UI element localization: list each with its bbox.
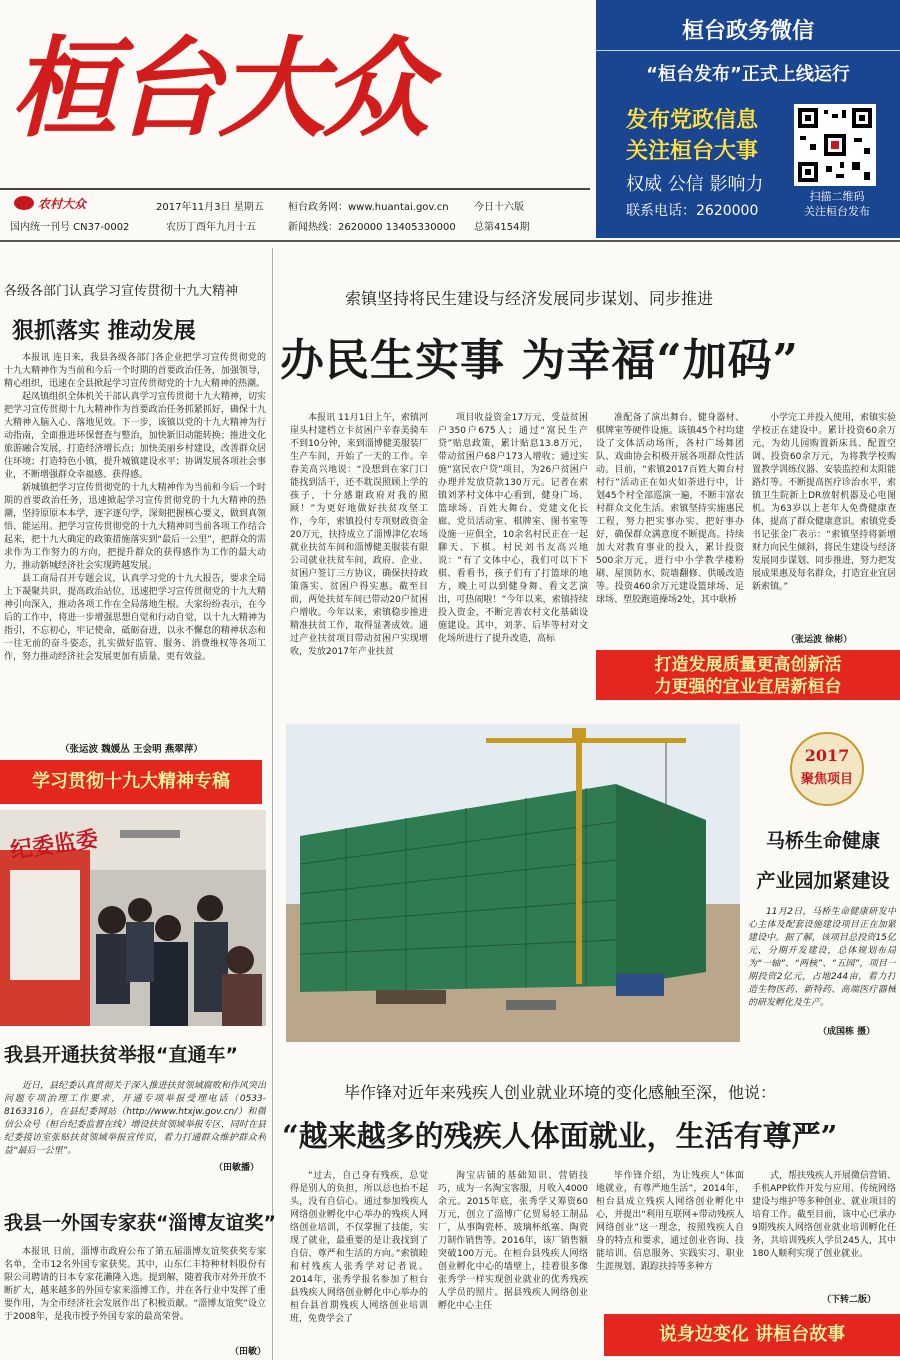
main-lead-byline: （张运波 徐彬） — [786, 635, 853, 645]
left-lead-kicker: 各级各部门认真学习宣传贯彻十九大精神 — [4, 284, 239, 299]
lunar-date: 农历丁酉年九月十五 — [166, 222, 256, 233]
main-lead-headline: 办民生实事 为幸福“加码” — [280, 335, 799, 386]
left-story3-body — [4, 1246, 266, 1354]
continued-note: （下转二版） — [822, 1295, 877, 1305]
feature-badge-year: 2017 — [804, 746, 850, 765]
bottom-lead-headline: “越来越多的残疾人体面就业，生活有尊严” — [282, 1119, 838, 1153]
feature-byline: （成国栋 摄） — [818, 1027, 876, 1037]
feature-badge-label: 聚焦项目 — [800, 772, 853, 787]
promo-line2: 关注桓台大事 — [626, 139, 759, 164]
paragraph: 式，帮扶残疾人开展微信营销、手机APP软件开发与应用、传统网络建设与维护等多种创业、就业项目的培育工作。截至目前，该中心已承办9期残疾人网络创业就业培训孵化任务，共培训残疾人学员245人，其中180人顺利实现了创业就业。 — [752, 1171, 896, 1259]
left-story2-headline: 我县开通扶贫举报“直通车” — [4, 1044, 238, 1066]
promo-title: 桓台政务微信 — [681, 19, 814, 44]
left-lead-headline: 狠抓落实 推动发展 — [12, 319, 196, 344]
promo-line1: 发布党政信息 — [626, 108, 759, 133]
promo-phone: 联系电话：2620000 — [626, 203, 759, 219]
qr-code-icon[interactable] — [794, 104, 876, 186]
right-slogan-line1: 打造发展质量更高创新活 — [654, 655, 842, 675]
paragraph: 项目收益资金17万元，受益贫困户350户675人；通过“富民生产贷”贴息政策，累计贴息13.8万元，带动贫困户68户173人增收；通过实施“富民农户贷”项目，为26户贫困户办理并发放贷款130万元。记者在索镇刘茅村文体中心看到，健身广场、篮球场、百姓大舞台、党建文化长廊、党员活动室、棋牌室、图书室等设施一应俱全，10余名村民正在一起聊天、下棋。村民刘书友高兴地说：“有了文体中心，我们可以下下棋、看看书，孩子们有了打篮球的地方，晚上可以到健身舞、看文艺演出，可热闹啦！”今年以来，索镇持续投入资金，不断完善农村文化基础设施建设。其中，刘茅、后毕等村对文化场所进行了提升改造，高标 — [438, 413, 588, 644]
paragraph: 起凤镇组织全体机关干部认真学习宣传贯彻十九大精神，切实把学习宣传贯彻十九大精神作为首要政治任务抓紧抓好，确保十九大精神入脑入心、落地见效。下一步，该镇以党的十九大精神为行动指南，全面推进环保督查与整治，加快新旧动能转换；推进文化旅游融合发展，打造经济增长点；加快美丽乡村建设，改善群众居住环境；打造特色小镇，提升城镇建设水平；协调发展各项社会事业，不断增强群众幸福感、获得感。 — [4, 392, 266, 480]
left-story2-byline: （田敏播） — [214, 1160, 259, 1173]
left-lead-byline: （张运波 魏媛丛 王会明 燕翠萍） — [60, 744, 203, 755]
main-lead-column-2 — [438, 412, 588, 698]
paragraph: 县工商局召开专题会议，认真学习党的十九大报告，要求全局上下凝聚共识，提高政治站位，迅速把学习宣传贯彻党的十九大精神引向深入，推动各项工作在全局落地生根。大家纷纷表示，在今后的工作中，将进一步增强思想自觉和行动自觉，以十九大精神为指引，不忘初心，牢记使命，砥砺奋进，以永不懈怠的精神状态和一往无前的奋斗姿态，扎实做好监管、服务、消费维权等各项工作，努力推动经济社会发展更加有质量、更有效益。 — [4, 574, 266, 662]
rural-logo-icon — [14, 196, 34, 210]
qr-caption-1: 扫描二维码 — [809, 190, 865, 203]
paragraph: 毕作锋介绍，为让残疾人“体面地就业，有尊严地生活”，2014年，桓台县成立残疾人网络创业孵化中心，并提出“利用互联网+带动残疾人网络创业”这一理念，按照残疾人自身的特点和要求，通过创业咨询、技能培训、信息服务、实践实习、职业生涯规划、跟踪扶持等多种方 — [596, 1171, 744, 1272]
photo-reporting-line — [0, 810, 266, 1026]
paragraph: 淘宝店铺的基础知识、营销技巧，成为一名淘宝客服，月收入4000余元。2015年底，张秀学又筹资60万元，创立了淄博广亿贸易轻工制品厂，从事陶瓷杯、玻璃杯纸塞、陶瓷刀制作销售等。2016年，该厂销售额突破100万元。在桓台县残疾人网络创业孵化中心的墙壁上，挂着很多像张秀学一样实现创业就业的优秀残疾人学员的照片。据县残疾人网络创业孵化中心主任 — [438, 1171, 588, 1311]
masthead-title: 桓台大众 — [10, 26, 427, 152]
bottom-lead-kicker: 毕作锋对近年来残疾人创业就业环境的变化感触至深，他说： — [344, 1083, 777, 1102]
feature-body — [748, 906, 896, 1024]
paragraph: 小学完工并投入使用，索镇实验学校正在建设中。累计投资60余万元，为幼儿园购置新床具、配置空调、投资60余万元，为将教学校购置教学训练仪器、安装监控和太阳能路灯等。不断提高医疗诊治水平，索镇卫生院新上DR放射机器及心电图机。为63岁以上老年人免费健康查体，提高了群众健康意识。索镇党委书记张金广表示：“索镇坚持将新增财力向民生倾斜，将民生建设与经济发展同步谋划、同步推进，努力把发展成果惠及每名群众，打造宜业宜居新索镇。” — [752, 413, 896, 592]
right-slogan-line2: 力更强的宜业宜居新桓台 — [654, 677, 842, 697]
main-lead-column-3 — [596, 412, 744, 644]
feature-title-line2: 产业园加紧建设 — [756, 870, 890, 892]
paragraph: 近日，县纪委认真贯彻关于深入推进扶贫领域腐败和作风突出问题专项治理工作要求，开通专项举报受理电话（0533-8163316），在县纪委网站（http://www.htxjw.gov.cn/）和微信公众号（桓台纪委监督在线）增设扶贫领域举报专区，同时在县纪委接访室张贴扶贫领域举报宣传页，着力打通群众维护群众利益“最后一公里”。 — [4, 1081, 266, 1156]
issue-number: 总第4154期 — [474, 222, 530, 233]
left-story3-byline: （田敏） — [230, 1344, 266, 1357]
left-story3-headline: 我县一外国专家获“淄博友谊奖” — [4, 1212, 276, 1234]
dateline — [0, 188, 590, 241]
paragraph: 11月2日，马桥生命健康研发中心主体及配套设施建设项目正在加紧建设中。据了解，该项目总投资15亿元，分期开发建设，总体规划布局为“一轴”、“两核”、“五园”，项目一期投资2亿元，占地244亩，着力打造生物医药、新特药、高端医疗器械的研发孵化及生产。 — [748, 907, 896, 1008]
hotline: 新闻热线：2620000 13405330000 — [288, 222, 456, 233]
bottom-lead-column-2 — [438, 1170, 588, 1356]
bottom-slogan-band: 说身边变化 讲桓台故事 — [604, 1314, 900, 1356]
main-lead-column-4 — [752, 412, 896, 632]
main-lead-kicker: 索镇坚持将民生建设与经济发展同步谋划、同步推进 — [345, 289, 714, 308]
right-slogan-band — [596, 650, 900, 700]
promo-subtitle: “桓台发布”正式上线运行 — [646, 64, 850, 85]
feature-title-line1: 马桥生命健康 — [765, 830, 880, 852]
promo-line3: 权威 公信 影响力 — [626, 174, 764, 195]
main-lead-column-1 — [290, 412, 428, 698]
qr-caption-2: 关注桓台发布 — [804, 205, 870, 218]
date: 2017年11月3日 星期五 — [156, 202, 264, 213]
left-feature-band: 学习贯彻十九大精神专稿 — [0, 760, 262, 804]
paragraph: 准配备了演出舞台、健身器材、棋牌室等硬件设施。该镇45个村均建设了文体活动场所，各村广场舞团队、戏曲协会积极开展各项群众性活动。目前，“索镇2017百姓大舞台村村行”活动正在如火如荼进行中，计划45个村全部巡演一遍，不断丰富农村群众文化生活。索镇坚持实施惠民工程，努力把实事办实、把好事办好，确保群众满意度不断提高。持续加大对教育事业的投入，累计投资500余万元，进行中小学教学楼粉刷、屋顶防水、院墙翻修、供暖改造等。投资460余万元建设篮球场、足球场、塑胶跑道操场2处，其中耿桥 — [596, 413, 744, 605]
photo-construction-site — [286, 724, 740, 1042]
rural-logo-text: 农村大众 — [38, 197, 87, 211]
page-count: 今日十六版 — [474, 202, 524, 213]
feature-badge — [790, 732, 864, 806]
bottom-lead-column-1 — [290, 1170, 428, 1356]
paragraph: “过去，自己身有残疾，总觉得是别人的负担，所以总也抬不起头，没有自信心。通过参加残疾人网络创业孵化中心举办的残疾人网络创业培训，不仅掌握了技能，实现了就业，最重要的是让我找到了自信、尊严和生活的方向。”索镇睦和村残疾人张秀学对记者说。2014年，张秀学报名参加了桓台县残疾人网络创业孵化中心举办的桓台县首期残疾人网络创业培训班，免费学会了 — [290, 1171, 428, 1324]
paragraph: 新城镇把学习宣传贯彻党的十九大精神作为当前和今后一个时期的首要政治任务，迅速掀起学习宣传贯彻党的十九大精神的热潮，坚持原原本本学，逐字逐句学，深刻把握核心要义，做到真领悟、能运用。把学习宣传贯彻党的十九大精神同当前各项工作结合起来，把十九大确定的政策措施落实到“最后一公里”，把群众的需求作为工作努力的方向，把提升群众的获得感作为工作的最大动力，推动新城经济社会实现跨越发展。 — [4, 483, 266, 571]
left-lead-body — [4, 352, 266, 740]
masthead-rule — [0, 240, 900, 242]
paragraph: 本报讯 连日来，我县各级各部门各企业把学习宣传贯彻党的十九大精神作为当前和今后一个时期的首要政治任务，加强领导，精心组织，迅速在全县掀起学习宣传贯彻党的十九大精神的热潮。 — [4, 353, 266, 389]
bottom-lead-column-3 — [596, 1170, 744, 1310]
paragraph: 本报讯 日前，淄博市政府公布了第五届淄博友谊奖获奖专家名单，全市12名外国专家获奖。其中，山东仁丰特种材料股份有限公司聘请的日本专家花濑隆入选。提到解，随着我市对外开放不断扩大，越来越多的外国专家来淄博工作，并在各行业中发挥了重要作用，为全市经济社会发展作出了积极贡献。“淄博友谊奖”设立于2008年，是我市授予外国专家的最高荣誉。 — [4, 1247, 266, 1322]
bottom-lead-column-4 — [752, 1170, 896, 1300]
issn: 国内统一刊号 CN37-0002 — [10, 222, 130, 233]
wechat-promo — [596, 0, 900, 238]
poster-text: 纪委监委 — [8, 826, 100, 864]
website: 桓台政务网：www.huantai.gov.cn — [288, 202, 449, 213]
column-rule — [272, 248, 273, 1360]
paragraph: 本报讯 11月1日上午，索镇河崖头村建档立卡贫困户辛春美骑车不到10分钟，来到淄博健美服装厂生产车间，开始了一天的工作。辛春美高兴地说：“没想到在家门口能找到活干，还不耽误照顾上学的孩子，十分感谢政府对我的照顾！”为更好地做好扶贫攻坚工作，今年，索镇投付专项财政资金20万元，扶持成立了淄博津亿农场就业扶贫车间和淄博健美服装有限公司就业扶贫车间，政府、企业、贫困户签订三方协议，确保扶持政策落实、贫困户得实惠。截至目前，两处扶贫车间已带动20户贫困户增收。今年以来，索镇稳步推进精准扶贫工作，取得显著成效。通过产业扶贫项目带动贫困户实现增收，发放2017年产业扶贫 — [290, 413, 428, 657]
